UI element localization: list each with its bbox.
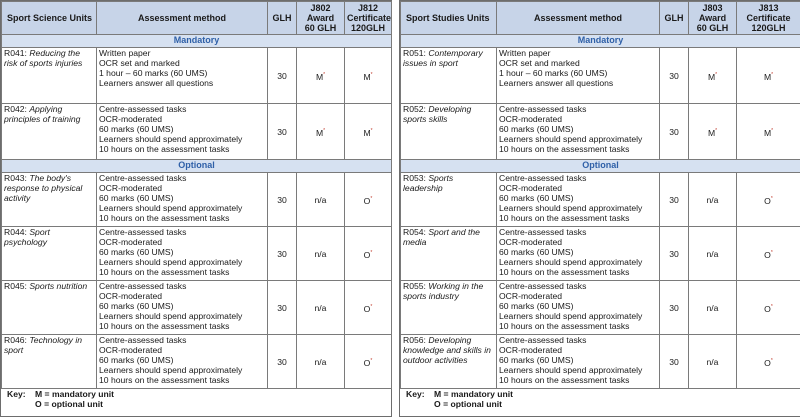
unit-cell: R041: Reducing the risk of sports injuries [2, 48, 97, 104]
section-mandatory: Mandatory [2, 35, 392, 48]
unit-cell: R052: Developing sports skills [401, 104, 497, 160]
glh-cell: 30 [268, 48, 297, 104]
method-cell: Centre-assessed tasks OCR-moderated 60 marks (60 UMS) Learners should spend approximately 10 hours on the assessment tasks [497, 104, 660, 160]
method-cell: Written paper OCR set and marked 1 hour – 60 marks (60 UMS) Learners answer all questions [97, 48, 268, 104]
award-cell: n/a [297, 227, 345, 281]
key-legend: Key: M = mandatory unit O = optional unit [7, 389, 115, 409]
glh-cell: 30 [268, 227, 297, 281]
certificate-cell: M* [345, 104, 392, 160]
award-cell: M* [297, 48, 345, 104]
table-row [401, 173, 800, 227]
table-row [401, 335, 800, 389]
glh-cell: 30 [660, 173, 689, 227]
glh-cell: 30 [268, 104, 297, 160]
header-glh: GLH [268, 2, 297, 35]
table-row [2, 227, 392, 281]
certificate-cell: O* [345, 335, 392, 389]
table-row [2, 281, 392, 335]
method-cell: Centre-assessed tasks OCR-moderated 60 marks (60 UMS) Learners should spend approximately 10 hours on the assessment tasks [97, 104, 268, 160]
method-cell: Centre-assessed tasks OCR-moderated 60 marks (60 UMS) Learners should spend approximately 10 hours on the assessment tasks [97, 281, 268, 335]
header-method: Assessment method [497, 2, 660, 35]
method-cell: Centre-assessed tasks OCR-moderated 60 marks (60 UMS) Learners should spend approximately 10 hours on the assessment tasks [497, 173, 660, 227]
key-legend: Key: M = mandatory unit O = optional unit [406, 389, 514, 409]
table-header-row [401, 2, 800, 35]
certificate-cell: O* [737, 227, 800, 281]
method-cell: Centre-assessed tasks OCR-moderated 60 marks (60 UMS) Learners should spend approximately 10 hours on the assessment tasks [497, 335, 660, 389]
header-award: J803 Award 60 GLH [689, 2, 737, 35]
glh-cell: 30 [268, 281, 297, 335]
sport-studies-panel [399, 0, 800, 417]
unit-cell: R043: The body's response to physical activity [2, 173, 97, 227]
award-cell: n/a [297, 173, 345, 227]
glh-cell: 30 [268, 173, 297, 227]
award-cell: M* [689, 104, 737, 160]
glh-cell: 30 [660, 104, 689, 160]
certificate-cell: M* [737, 48, 800, 104]
certificate-cell: M* [737, 104, 800, 160]
unit-cell: R055: Working in the sports industry [401, 281, 497, 335]
section-optional: Optional [401, 160, 800, 173]
header-certificate: J812 Certificate 120GLH [345, 2, 392, 35]
unit-cell: R044: Sport psychology [2, 227, 97, 281]
certificate-cell: M* [345, 48, 392, 104]
sport-science-panel [0, 0, 392, 417]
glh-cell: 30 [660, 227, 689, 281]
award-cell: n/a [689, 335, 737, 389]
award-cell: n/a [689, 173, 737, 227]
table-row [401, 281, 800, 335]
award-cell: n/a [689, 227, 737, 281]
sport-studies-table [400, 1, 800, 389]
glh-cell: 30 [268, 335, 297, 389]
glh-cell: 30 [660, 281, 689, 335]
method-cell: Centre-assessed tasks OCR-moderated 60 marks (60 UMS) Learners should spend approximately 10 hours on the assessment tasks [497, 227, 660, 281]
method-cell: Centre-assessed tasks OCR-moderated 60 marks (60 UMS) Learners should spend approximately 10 hours on the assessment tasks [497, 281, 660, 335]
table-row [401, 227, 800, 281]
unit-cell: R056: Developing knowledge and skills in outdoor activities [401, 335, 497, 389]
certificate-cell: O* [737, 173, 800, 227]
header-certificate: J813 Certificate 120GLH [737, 2, 800, 35]
section-mandatory: Mandatory [401, 35, 800, 48]
award-cell: n/a [297, 281, 345, 335]
table-header-row [2, 2, 392, 35]
header-units: Sport Studies Units [401, 2, 497, 35]
certificate-cell: O* [737, 335, 800, 389]
sport-science-table [1, 1, 392, 389]
unit-cell: R046: Technology in sport [2, 335, 97, 389]
method-cell: Written paper OCR set and marked 1 hour – 60 marks (60 UMS) Learners answer all questions [497, 48, 660, 104]
method-cell: Centre-assessed tasks OCR-moderated 60 marks (60 UMS) Learners should spend approximately 10 hours on the assessment tasks [97, 227, 268, 281]
glh-cell: 30 [660, 335, 689, 389]
award-cell: n/a [297, 335, 345, 389]
table-row [401, 104, 800, 160]
header-glh: GLH [660, 2, 689, 35]
glh-cell: 30 [660, 48, 689, 104]
table-row [2, 104, 392, 160]
unit-cell: R051: Contemporary issues in sport [401, 48, 497, 104]
award-cell: M* [689, 48, 737, 104]
header-units: Sport Science Units [2, 2, 97, 35]
unit-cell: R045: Sports nutrition [2, 281, 97, 335]
method-cell: Centre-assessed tasks OCR-moderated 60 marks (60 UMS) Learners should spend approximately 10 hours on the assessment tasks [97, 335, 268, 389]
table-row [2, 48, 392, 104]
table-row [2, 173, 392, 227]
award-cell: M* [297, 104, 345, 160]
unit-cell: R054: Sport and the media [401, 227, 497, 281]
section-optional: Optional [2, 160, 392, 173]
certificate-cell: O* [345, 173, 392, 227]
unit-cell: R042: Applying principles of training [2, 104, 97, 160]
certificate-cell: O* [345, 281, 392, 335]
method-cell: Centre-assessed tasks OCR-moderated 60 marks (60 UMS) Learners should spend approximately 10 hours on the assessment tasks [97, 173, 268, 227]
certificate-cell: O* [345, 227, 392, 281]
header-method: Assessment method [97, 2, 268, 35]
certificate-cell: O* [737, 281, 800, 335]
unit-cell: R053: Sports leadership [401, 173, 497, 227]
table-row [401, 48, 800, 104]
header-award: J802 Award 60 GLH [297, 2, 345, 35]
table-row [2, 335, 392, 389]
award-cell: n/a [689, 281, 737, 335]
